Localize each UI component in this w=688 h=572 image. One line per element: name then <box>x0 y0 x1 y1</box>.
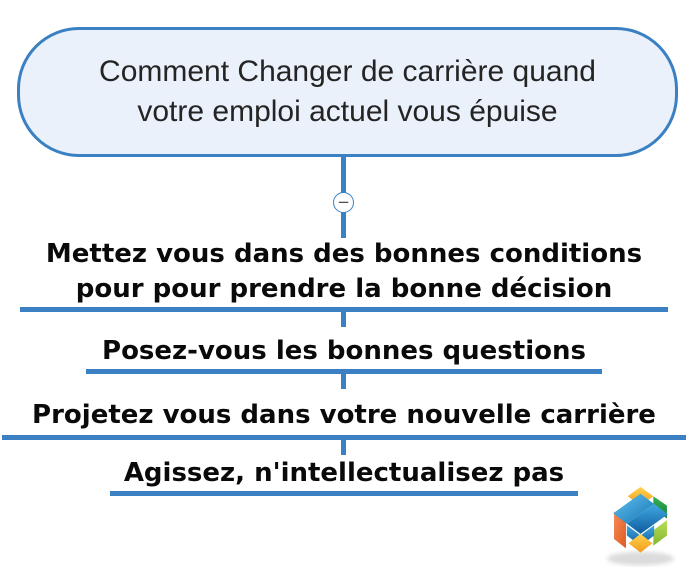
subtopic-1-line: pour pour prendre la bonne décision <box>75 274 613 304</box>
subtopic-2-line: Posez-vous les bonnes questions <box>102 336 586 366</box>
subtopic-4-underline <box>110 491 578 496</box>
subtopic-1-line: Mettez vous dans des bonnes conditions <box>45 239 643 269</box>
minus-icon: − <box>337 193 350 211</box>
collapse-button[interactable] <box>333 192 354 213</box>
subtopic-1[interactable] <box>0 237 688 307</box>
connector-tick <box>341 440 346 455</box>
subtopic-2[interactable] <box>0 334 688 369</box>
connector-tick <box>341 312 346 327</box>
xmind-logo-icon <box>597 486 684 568</box>
subtopic-4-line: Agissez, n'intellectualisez pas <box>123 458 565 488</box>
subtopic-3[interactable] <box>0 398 688 433</box>
subtopic-3-line: Projetez vous dans votre nouvelle carrière <box>32 400 656 430</box>
root-topic[interactable] <box>17 27 678 157</box>
connector-line <box>341 156 346 193</box>
connector-tick <box>341 374 346 389</box>
root-topic-line: Comment Changer de carrière quand <box>99 55 596 88</box>
connector-line <box>341 212 346 238</box>
subtopic-4[interactable] <box>0 456 688 491</box>
root-topic-line: votre emploi actuel vous épuise <box>137 95 558 128</box>
